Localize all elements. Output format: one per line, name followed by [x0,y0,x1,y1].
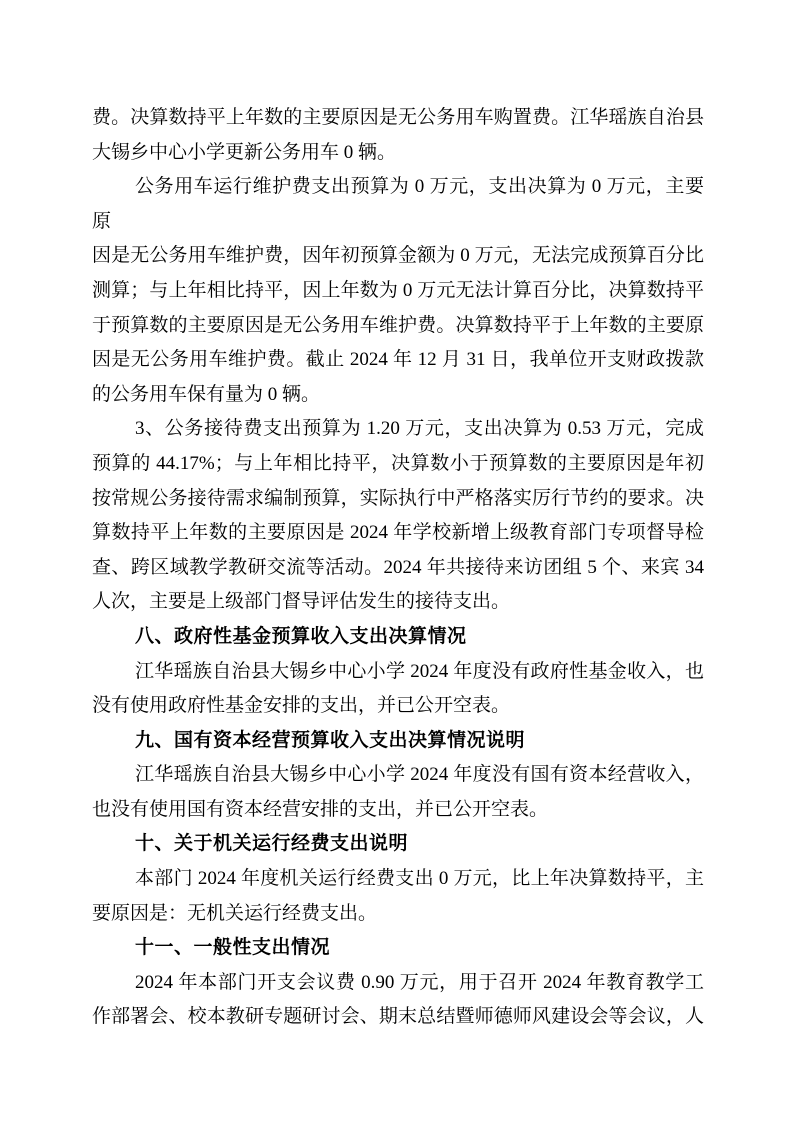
text-line: 于预算数的主要原因是无公务用车维护费。决算数持平于上年数的主要原 [92,314,704,336]
text-line: 大锡乡中心小学更新公务用车 0 辆。 [92,141,397,163]
section-heading: 九、国有资本经营预算收入支出决算情况说明 [135,729,526,751]
text-line: 的公务用车保有量为 0 辆。 [92,383,321,405]
text-line: 因是无公务用车维护费，因年初预算金额为 0 万元，无法完成预算百分比 [92,245,704,267]
text-line: 2024 年本部门开支会议费 0.90 万元，用于召开 2024 年教育教学工 [135,971,704,993]
text-line: 江华瑶族自治县大锡乡中心小学 2024 年度没有政府性基金收入，也 [135,660,704,682]
text-line: 因是无公务用车维护费。截止 2024 年 12 月 31 日，我单位开支财政拨款 [92,349,704,371]
text-line: 算数持平上年数的主要原因是 2024 年学校新增上级教育部门专项督导检 [92,522,704,544]
section-heading: 十、关于机关运行经费支出说明 [135,833,409,855]
section-heading: 十一、一般性支出情况 [135,937,331,959]
text-line: 没有使用政府性基金安排的支出，并已公开空表。 [92,695,511,717]
text-line: 费。决算数持平上年数的主要原因是无公务用车购置费。江华瑶族自治县 [92,107,704,128]
text-line: 江华瑶族自治县大锡乡中心小学 2024 年度没有国有资本经营收入， [135,764,704,786]
text-line: 公务用车运行维护费支出预算为 0 万元，支出决算为 0 万元，主要原 [92,176,704,232]
section-heading: 八、政府性基金预算收入支出决算情况 [135,625,467,647]
document-text-body [92,101,704,1035]
text-line: 要原因是：无机关运行经费支出。 [92,902,378,924]
text-line: 人次，主要是上级部门督导评估发生的接待支出。 [92,591,511,613]
text-line: 预算的 44.17%；与上年相比持平，决算数小于预算数的主要原因是年初 [92,452,704,474]
text-line: 3、公务接待费支出预算为 1.20 万元，支出决算为 0.53 万元，完成 [135,418,704,440]
text-line: 也没有使用国有资本经营安排的支出，并已公开空表。 [92,798,549,820]
text-line: 本部门 2024 年度机关运行经费支出 0 万元，比上年决算数持平，主 [135,868,704,890]
text-line: 查、跨区域教学教研交流等活动。2024 年共接待来访团组 5 个、来宾 34 [92,556,704,578]
text-line: 测算；与上年相比持平，因上年数为 0 万元无法计算百分比，决算数持平 [92,279,704,301]
text-line: 作部署会、校本教研专题研讨会、期末总结暨师德师风建设会等会议，人 [92,1006,704,1028]
text-line: 按常规公务接待需求编制预算，实际执行中严格落实厉行节约的要求。决 [92,487,704,509]
